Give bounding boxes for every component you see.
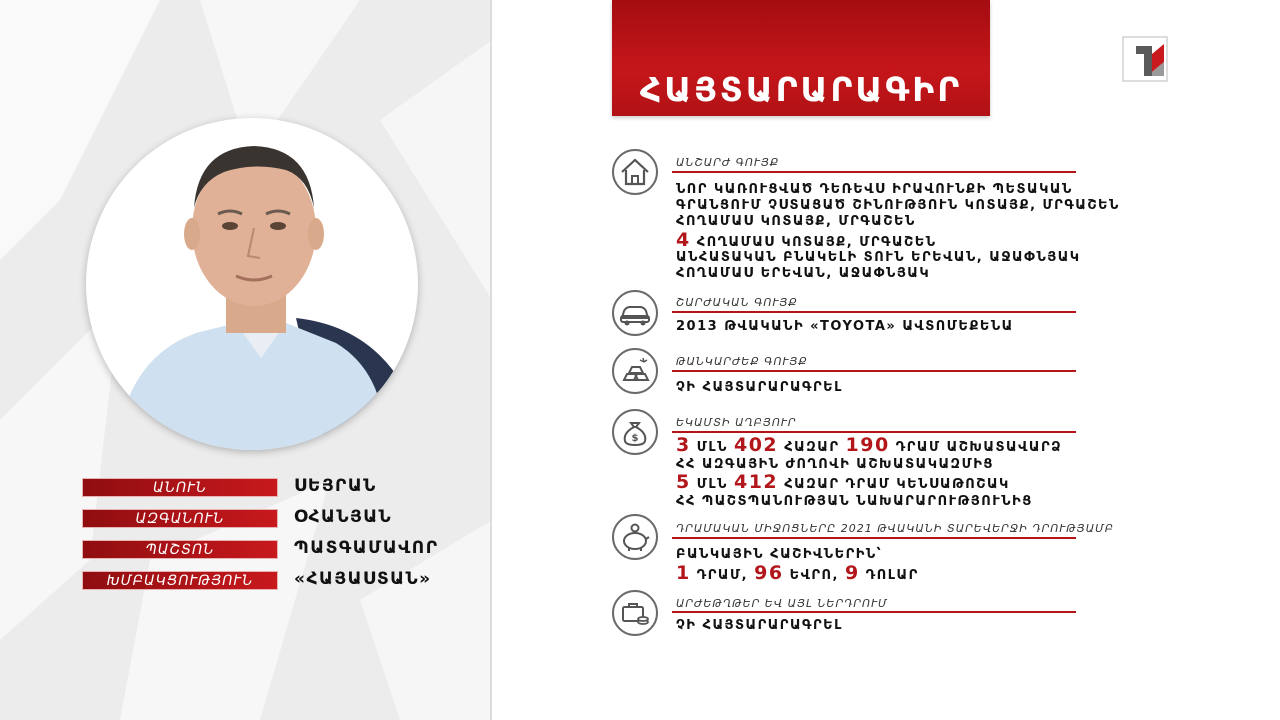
- income-source-1: ՀՀ ԱԶԳԱՅԻՆ ԺՈՂՈՎԻ ԱՇԽԱՏԱԿԱԶՄԻՑ: [676, 457, 994, 472]
- pension-amount-thousands: 412: [733, 471, 779, 493]
- section-label-securities: ԱՐԺԵԹՂԹԵՐ ԵՎ ԱՅԼ ՆԵՐԴՐՈՒՄ: [676, 597, 888, 610]
- cash-amd-unit: ԴՐԱՄ,: [696, 568, 749, 583]
- income-amount-millions: 3: [676, 434, 691, 456]
- real-estate-line-1: ՆՈՐ ԿԱՌՈՒՑՎԱԾ ԴԵՌԵՎՍ ԻՐԱՎՈՒՆՔԻ ՊԵՏԱԿԱՆ: [676, 182, 1073, 197]
- income-line-2: [676, 471, 1010, 493]
- movable-line-1: 2013 ԹՎԱԿԱՆԻ «TOYOTA» ԱՎՏՈՄԵՔԵՆԱ: [676, 319, 1014, 334]
- channel-logo-icon: [1122, 36, 1168, 82]
- portrait-photo: [86, 118, 418, 450]
- real-estate-line-4-text: ՀՈՂԱՄԱՍ ԿՈՏԱՅՔ, ՄՐԳԱՇԵՆ: [696, 235, 937, 250]
- piggy-bank-icon: [612, 514, 658, 560]
- section-label-movable: ՇԱՐԺԱԿԱՆ ԳՈՒՅՔ: [676, 296, 798, 309]
- info-label: ԱՆՈՒՆ: [82, 478, 278, 497]
- info-value: ՍԵՅՐԱՆ: [294, 476, 377, 496]
- real-estate-line-2: ԳՐԱՆՑՈՒՄ ՉՍՏԱՑԱԾ ՇԻՆՈՒԹՅՈՒՆ ԿՈՏԱՅՔ, ՄՐԳԱՇԵՆ: [676, 198, 1120, 213]
- pension-text: ՀԱԶԱՐ ԴՐԱՄ ԿԵՆՍԱԹՈՇԱԿ: [784, 477, 1010, 492]
- info-label: ՊԱՇՏՈՆ: [82, 540, 278, 559]
- securities-line-1: ՉԻ ՀԱՅՏԱՐԱՐԱԳՐԵԼ: [676, 618, 843, 633]
- cash-eur: 96: [754, 562, 784, 584]
- page-title: ՀԱՅՏԱՐԱՐԱԳԻՐ: [639, 70, 963, 109]
- info-label: ԱԶԳԱՆՈՒՆ: [82, 509, 278, 528]
- cash-line-2: [676, 562, 919, 584]
- real-estate-line-4: [676, 229, 937, 251]
- pension-amount-millions: 5: [676, 471, 691, 493]
- real-estate-line-3: ՀՈՂԱՄԱՍ ԿՈՏԱՅՔ, ՄՐԳԱՇԵՆ: [676, 214, 916, 229]
- real-estate-line-6: ՀՈՂԱՄԱՍ ԵՐԵՎԱՆ, ԱՋԱՓՆՅԱԿ: [676, 266, 931, 281]
- section-divider: [672, 311, 1076, 313]
- left-panel: [0, 0, 492, 720]
- cash-line-1: ԲԱՆԿԱՅԻՆ ՀԱՇԻՎՆԵՐԻՆ՝: [676, 547, 883, 562]
- info-value: ՊԱՏԳԱՄԱՎՈՐ: [294, 538, 439, 558]
- section-divider: [672, 370, 1076, 372]
- info-row-surname: [82, 509, 482, 528]
- section-divider: [672, 611, 1076, 613]
- car-icon: [612, 290, 658, 336]
- house-icon: [612, 149, 658, 195]
- info-row-faction: [82, 571, 482, 590]
- section-label-valuables: ԹԱՆԿԱՐԺԵՔ ԳՈՒՅՔ: [676, 355, 808, 368]
- real-estate-line-5: ԱՆՀԱՏԱԿԱՆ ԲՆԱԿԵԼԻ ՏՈՒՆ ԵՐԵՎԱՆ, ԱՋԱՓՆՅԱԿ: [676, 250, 1081, 265]
- income-line-1: [676, 434, 1063, 456]
- money-bag-icon: [612, 409, 658, 455]
- info-value: ՕՀԱՆՅԱՆ: [294, 507, 393, 527]
- svg-text:$: $: [631, 433, 639, 444]
- info-row-name: [82, 478, 482, 497]
- section-label-cash: ԴՐԱՄԱԿԱՆ ՄԻՋՈՑՆԵՐԸ 2021 ԹՎԱԿԱՆԻ ՏԱՐԵՎԵՐՋԻ ԴՐՈՒԹՅԱՄԲ: [676, 522, 1114, 535]
- section-divider: [672, 537, 1076, 539]
- cash-amd: 1: [676, 562, 691, 584]
- income-amount-units: 190: [845, 434, 890, 456]
- section-divider: [672, 171, 1076, 173]
- cash-usd: 9: [845, 562, 860, 584]
- cash-eur-unit: ԵՎՐՈ,: [789, 568, 839, 583]
- briefcase-coins-icon: [612, 590, 658, 636]
- info-row-position: [82, 540, 482, 559]
- section-divider: [672, 431, 1076, 433]
- income-source-2: ՀՀ ՊԱՇՏՊԱՆՈՒԹՅԱՆ ՆԱԽԱՐԱՐՈՒԹՅՈՒՆԻՑ: [676, 494, 1033, 509]
- title-banner: [612, 0, 990, 116]
- info-value: «ՀԱՅԱՍՏԱՆ»: [294, 569, 432, 589]
- income-unit-millions: ՄԼՆ: [696, 440, 728, 455]
- section-label-income: ԵԿԱՄՏԻ ԱՂԲՅՈՒՐ: [676, 416, 797, 429]
- income-amount-thousands: 402: [733, 434, 779, 456]
- gold-bars-icon: [612, 348, 658, 394]
- cash-usd-unit: ԴՈԼԱՐ: [865, 568, 919, 583]
- pension-unit-millions: ՄԼՆ: [696, 477, 728, 492]
- income-unit-thousands: ՀԱԶԱՐ: [784, 440, 840, 455]
- income-salary-text: ԴՐԱՄ ԱՇԽԱՏԱՎԱՐՁ: [895, 440, 1063, 455]
- real-estate-count: 4: [676, 229, 691, 251]
- section-label-real-estate: ԱՆՇԱՐԺ ԳՈՒՅՔ: [676, 156, 780, 169]
- info-label: ԽՄԲԱԿՑՈՒԹՅՈՒՆ: [82, 571, 278, 590]
- valuables-line-1: ՉԻ ՀԱՅՏԱՐԱՐԱԳՐԵԼ: [676, 380, 843, 395]
